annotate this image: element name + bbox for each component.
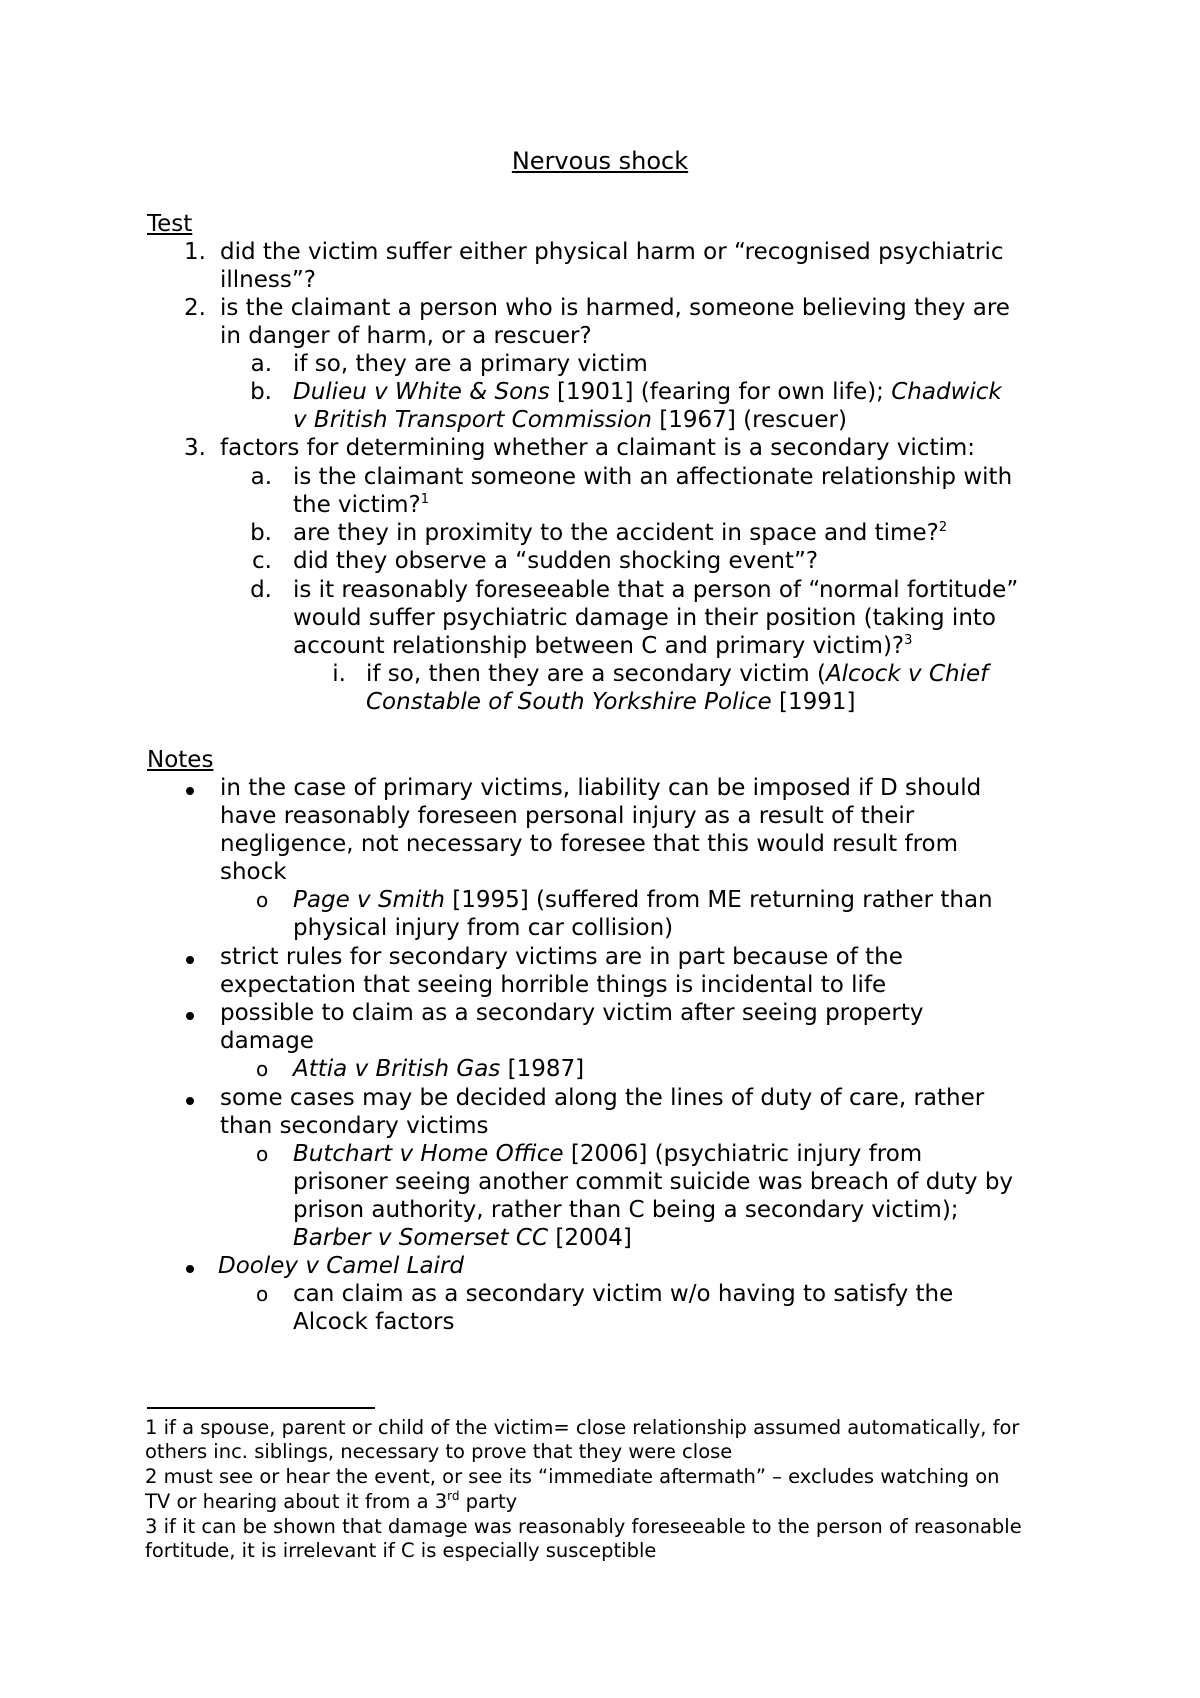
list-item-text: negligence, not necessary to foresee that this would result from bbox=[220, 831, 959, 857]
list-item-text: damage bbox=[220, 1028, 314, 1054]
case-name: Dooley v Camel Laird bbox=[218, 1253, 465, 1279]
notes-heading: Notes bbox=[147, 747, 214, 773]
page-title: Nervous shock bbox=[511, 147, 689, 175]
list-item-text: did the victim suffer either physical harm or “recognised psychiatric bbox=[220, 239, 1004, 265]
list-item-text: some cases may be decided along the lines of duty of care, rather bbox=[220, 1085, 985, 1111]
list-item-text: Constable of South Yorkshire Police [1991] bbox=[366, 689, 856, 715]
list-item-text: if so, they are a primary victim bbox=[293, 351, 648, 377]
list-item-text: physical injury from car collision) bbox=[293, 915, 674, 941]
case-name: Dulieu v White & Sons bbox=[293, 379, 550, 405]
list-item-text: is the claimant a person who is harmed, someone believing they are bbox=[220, 295, 1010, 321]
list-item-text: would suffer psychiatric damage in their position (taking into bbox=[293, 605, 996, 631]
list-item-text: illness”? bbox=[220, 267, 316, 293]
list-item-text: Attia v British Gas [1987] bbox=[293, 1056, 585, 1082]
list-item-text: in danger of harm, or a rescuer? bbox=[220, 323, 592, 349]
list-item-text: prison authority, rather than C being a secondary victim); bbox=[293, 1197, 959, 1223]
list-item-text: in the case of primary victims, liability can be imposed if D should bbox=[220, 775, 982, 801]
case-name: v British Transport Commission bbox=[293, 407, 652, 433]
case-name: Butchart v Home Office bbox=[293, 1141, 564, 1167]
list-marker: b. bbox=[250, 379, 272, 405]
list-item-text: Barber v Somerset CC [2004] bbox=[293, 1225, 632, 1251]
list-item-text: is the claimant someone with an affectionate relationship with bbox=[293, 464, 1013, 490]
list-item-text: account relationship between C and primary victim)?$^3$ bbox=[293, 633, 913, 659]
circle-bullet-icon: o bbox=[256, 1142, 269, 1166]
list-marker: 3. bbox=[184, 435, 206, 461]
case-name: Page v Smith bbox=[293, 887, 445, 913]
list-item-text: factors for determining whether a claimant is a secondary victim: bbox=[220, 435, 976, 461]
footnote-text: 1 if a spouse, parent or child of the victim= close relationship assumed automatically, for bbox=[145, 1416, 1020, 1439]
footnote-separator bbox=[147, 1407, 375, 1409]
list-item-text: the victim?$^1$ bbox=[293, 492, 430, 518]
circle-bullet-icon: o bbox=[256, 888, 269, 912]
list-marker: 1. bbox=[184, 239, 206, 265]
list-item-text: did they observe a “sudden shocking event”? bbox=[293, 548, 819, 574]
list-marker: 2. bbox=[184, 295, 206, 321]
bullet-icon bbox=[186, 956, 194, 964]
list-item-text: shock bbox=[220, 859, 287, 885]
list-item-text: Dulieu v White & Sons [1901] (fearing for own life); Chadwick bbox=[293, 379, 1002, 405]
footnote-text: fortitude, it is irrelevant if C is especially susceptible bbox=[145, 1539, 657, 1562]
case-name: Alcock v Chief bbox=[825, 661, 989, 687]
list-item-text: strict rules for secondary victims are in part because of the bbox=[220, 944, 903, 970]
list-item-text: are they in proximity to the accident in space and time?$^2$ bbox=[293, 520, 948, 546]
list-marker: a. bbox=[250, 351, 272, 377]
list-item-text: if so, then they are a secondary victim (Alcock v Chief bbox=[366, 661, 989, 687]
bullet-icon bbox=[186, 1012, 194, 1020]
list-item-text: v British Transport Commission [1967] (rescuer) bbox=[293, 407, 847, 433]
case-name: Attia v British Gas bbox=[293, 1056, 501, 1082]
bullet-icon bbox=[186, 1265, 194, 1273]
list-item-text: possible to claim as a secondary victim after seeing property bbox=[220, 1000, 924, 1026]
footnote-text: 3 if it can be shown that damage was reasonably foreseeable to the person of reasonable bbox=[145, 1515, 1022, 1538]
circle-bullet-icon: o bbox=[256, 1282, 269, 1306]
footnote-text: TV or hearing about it from a 3rd party bbox=[145, 1489, 518, 1513]
list-item-text: have reasonably foreseen personal injury as a result of their bbox=[220, 803, 915, 829]
case-name: Chadwick bbox=[891, 379, 1002, 405]
list-marker: i. bbox=[332, 661, 346, 687]
list-item-text: Alcock factors bbox=[293, 1309, 455, 1335]
footnote-ref: 2 bbox=[938, 520, 948, 535]
list-item-text bbox=[218, 1252, 464, 1281]
footnote-text: 2 must see or hear the event, or see its “immediate aftermath” – excludes watching on bbox=[145, 1465, 1000, 1488]
case-name: Barber v Somerset CC bbox=[293, 1225, 549, 1251]
list-marker: d. bbox=[250, 577, 272, 603]
circle-bullet-icon: o bbox=[256, 1057, 269, 1081]
bullet-icon bbox=[186, 787, 194, 795]
footnote-number: 1 bbox=[145, 1416, 158, 1439]
case-name: Constable of South Yorkshire Police bbox=[366, 689, 772, 715]
list-marker: c. bbox=[252, 548, 272, 574]
test-heading: Test bbox=[147, 211, 193, 237]
footnote-text: others inc. siblings, necessary to prove that they were close bbox=[145, 1440, 733, 1463]
list-item-text: can claim as a secondary victim w/o having to satisfy the bbox=[293, 1281, 954, 1307]
footnote-ref: 1 bbox=[420, 492, 430, 507]
list-marker: b. bbox=[250, 520, 272, 546]
list-item-text: than secondary victims bbox=[220, 1113, 489, 1139]
footnote-number: 3 bbox=[145, 1515, 158, 1538]
list-item-text: expectation that seeing horrible things is incidental to life bbox=[220, 972, 887, 998]
footnote-ref: 3 bbox=[904, 633, 913, 648]
footnote-number: 2 bbox=[145, 1465, 158, 1488]
list-item-text: prisoner seeing another commit suicide was breach of duty by bbox=[293, 1169, 1014, 1195]
bullet-icon bbox=[186, 1097, 194, 1105]
list-marker: a. bbox=[250, 464, 272, 490]
list-item-text: Page v Smith [1995] (suffered from ME returning rather than bbox=[293, 887, 993, 913]
list-item-text: Butchart v Home Office [2006] (psychiatric injury from bbox=[293, 1141, 923, 1167]
list-item-text: is it reasonably foreseeable that a person of “normal fortitude” bbox=[293, 577, 1019, 603]
